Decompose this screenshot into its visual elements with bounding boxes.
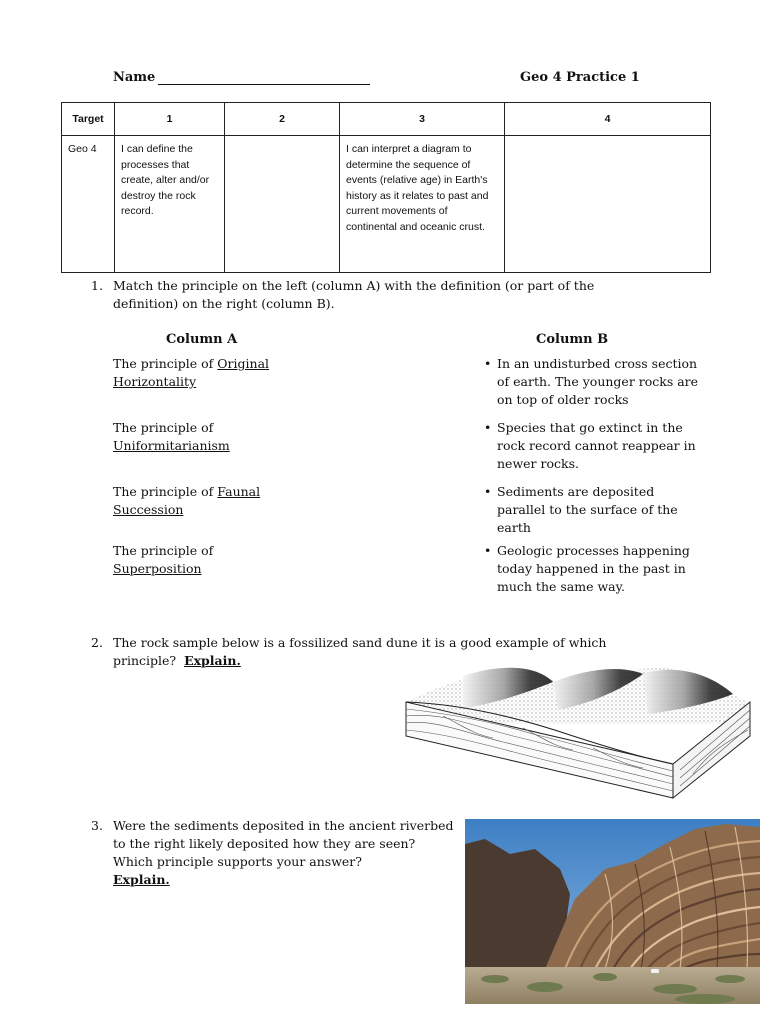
column-a-item bbox=[113, 355, 303, 391]
learning-target-table bbox=[61, 102, 711, 273]
q1-number: 1. bbox=[91, 278, 103, 293]
column-a-item bbox=[113, 542, 263, 578]
q2-number: 2. bbox=[91, 635, 103, 650]
q3-number: 3. bbox=[91, 818, 103, 833]
column-b-item: • Sediments are deposited parallel to the surface of the earth bbox=[497, 483, 687, 537]
table-row bbox=[62, 136, 711, 273]
table-header-row bbox=[62, 103, 711, 136]
column-a-prefix: The principle of bbox=[113, 420, 214, 435]
column-b-item: • Geologic processes happening today happened in the past in much the same way. bbox=[497, 542, 702, 596]
column-a-term: Original Horizontality bbox=[113, 356, 270, 389]
name-label: Name bbox=[113, 70, 156, 85]
column-a-item bbox=[113, 483, 303, 519]
cell-level-3: I can interpret a diagram to determine the sequence of events (relative age) in Earth's history as it relates to past and current movements of continental and oceanic crust. bbox=[340, 136, 505, 273]
name-field-line[interactable] bbox=[158, 84, 370, 85]
column-a-term: Superposition bbox=[113, 561, 202, 576]
header-level-2: 2 bbox=[225, 103, 340, 136]
column-a-prefix: The principle of bbox=[113, 484, 214, 499]
header-level-1: 1 bbox=[115, 103, 225, 136]
column-a-term: Faunal Succession bbox=[113, 484, 261, 517]
q3-explain: Explain. bbox=[113, 872, 170, 887]
header-level-3: 3 bbox=[340, 103, 505, 136]
cell-level-2 bbox=[225, 136, 340, 273]
column-a-prefix: The principle of bbox=[113, 543, 214, 558]
folded-rock-strata-photo bbox=[465, 819, 760, 1004]
worksheet-title: Geo 4 Practice 1 bbox=[520, 70, 640, 85]
q2-question: The rock sample below is a fossilized sand dune it is a good example of which principle? bbox=[113, 635, 607, 668]
q3-line: Which principle supports your answer? bbox=[113, 854, 362, 869]
header-level-4: 4 bbox=[505, 103, 711, 136]
sand-dune-illustration bbox=[403, 664, 753, 802]
q3-line: to the right likely deposited how they are seen? bbox=[113, 836, 416, 851]
cell-level-4 bbox=[505, 136, 711, 273]
q1-text: Match the principle on the left (column A) with the definition (or part of the definition) on the right (column B). bbox=[113, 278, 595, 311]
cell-level-1: I can define the processes that create, alter and/or destroy the rock record. bbox=[115, 136, 225, 273]
column-a-term: Uniformitarianism bbox=[113, 438, 230, 453]
header-target: Target bbox=[62, 103, 115, 136]
q3-line: Were the sediments deposited in the ancient riverbed bbox=[113, 818, 454, 833]
column-a-title: Column A bbox=[166, 332, 238, 347]
column-a-prefix: The principle of bbox=[113, 356, 214, 371]
column-b-item: • Species that go extinct in the rock record cannot reappear in newer rocks. bbox=[497, 419, 707, 473]
column-b-title: Column B bbox=[536, 332, 609, 347]
q2-explain: Explain. bbox=[184, 653, 241, 668]
column-b-item: • In an undisturbed cross section of earth. The younger rocks are on top of older rocks bbox=[497, 355, 707, 409]
cell-target: Geo 4 bbox=[62, 136, 115, 273]
column-a-item bbox=[113, 419, 263, 455]
